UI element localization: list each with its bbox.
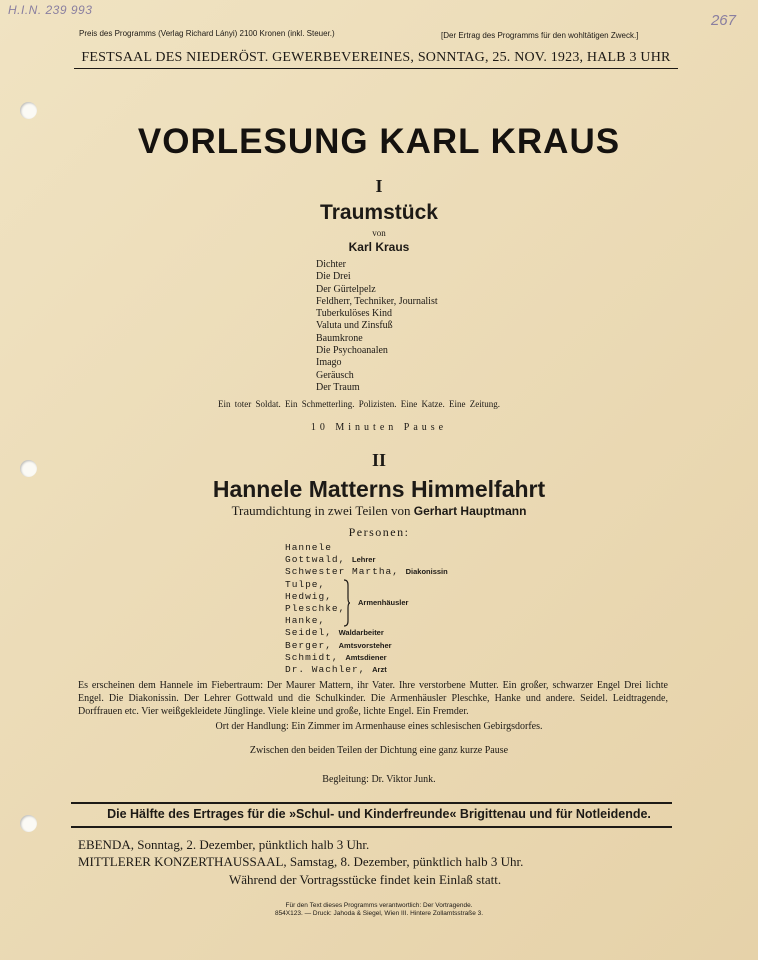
role-item: Tuberkulöses Kind bbox=[316, 308, 393, 320]
group-label: Armenhäusler bbox=[358, 598, 409, 607]
part-two-numeral: II bbox=[371, 450, 386, 470]
footer-responsibility: Für den Text dieses Programms verantwortlich: Der Vortragende. bbox=[285, 902, 473, 909]
cast-item: Schmidt, Amtsdiener bbox=[285, 651, 387, 663]
divider bbox=[71, 802, 672, 804]
cast-item: Schwester Martha, Diakonissin bbox=[285, 566, 448, 578]
apparitions-paragraph: Es erscheinen dem Hannele im Fiebertraum: Der Maurer Mattern, ihr Vater. Ihre verstorbene Mutter. Ein großer, schwarzer Engel Drei lichte Engel. Die Diakonissin. Der Lehrer Gottwald und die Schulkinder. Die Armenhäusler Pleschke, Hanke und andere. Seidel. Leidtragende, Dorffrauen etc. Vier weißgekleidete Jünglinge. Viele kleine und große, lichte Engel. Ein Fremder. bbox=[78, 680, 668, 717]
role-item: Feldherr, Techniker, Journalist bbox=[316, 295, 438, 307]
cast-item: Dr. Wachler, Arzt bbox=[285, 664, 387, 676]
part-one-title: Traumstück bbox=[320, 201, 438, 224]
accompaniment-line: Begleitung: Dr. Viktor Junk. bbox=[322, 774, 436, 785]
role-item: Baumkrone bbox=[316, 332, 363, 344]
cast-item: Pleschke, bbox=[285, 603, 346, 615]
role-item: Der Gürtelpelz bbox=[316, 283, 376, 295]
role-item: Geräusch bbox=[316, 369, 354, 381]
page-title: VORLESUNG KARL KRAUS bbox=[137, 122, 621, 161]
archive-mark: H.I.N. 239 993 bbox=[8, 3, 93, 17]
cast-item: Hannele bbox=[285, 542, 332, 553]
role-item: Valuta und Zinsfuß bbox=[316, 320, 393, 332]
upcoming-event: EBENDA, Sonntag, 2. Dezember, pünktlich halb 3 Uhr. bbox=[78, 837, 370, 852]
charity-note: [Der Ertrag des Programms für den wohltätigen Zweck.] bbox=[441, 31, 639, 40]
cast-item: Hedwig, bbox=[285, 590, 332, 602]
role-item: Die Drei bbox=[316, 271, 351, 283]
role-item: Dichter bbox=[316, 259, 346, 270]
setting-line: Ort der Handlung: Ein Zimmer im Armenhause eines schlesischen Gebirgsdorfes. bbox=[215, 721, 543, 732]
proceeds-banner: Die Hälfte des Ertrages für die »Schul- und Kinderfreunde« Brigittenau und für Notleidende. bbox=[107, 807, 651, 821]
part-one-author: Karl Kraus bbox=[348, 240, 410, 254]
extras-line: Ein toter Soldat. Ein Schmetterling. Polizisten. Eine Katze. Eine Zeitung. bbox=[218, 399, 500, 409]
cast-item: Berger, Amtsvorsteher bbox=[285, 639, 392, 651]
price-note: Preis des Programms (Verlag Richard Lányi) 2100 Kronen (inkl. Steuer.) bbox=[79, 29, 335, 38]
divider bbox=[71, 826, 672, 828]
folio-number: 267 bbox=[710, 12, 736, 29]
persons-heading: Personen: bbox=[348, 525, 410, 539]
intermission-note: 10 Minuten Pause bbox=[310, 422, 448, 433]
part-two-subtitle bbox=[0, 503, 758, 519]
footer-printer: 854X123. — Druck: Jahoda & Siegel, Wien III. Hintere Zollamtsstraße 3. bbox=[274, 910, 484, 917]
part-two-title: Hannele Matterns Himmelfahrt bbox=[212, 476, 546, 502]
part-one-by: von bbox=[372, 228, 386, 238]
role-item: Der Traum bbox=[316, 381, 360, 393]
no-entry-note: Während der Vortragsstücke findet kein Einlaß statt. bbox=[229, 872, 502, 887]
role-list bbox=[316, 259, 438, 394]
cast-list bbox=[285, 542, 448, 676]
venue-line: FESTSAAL DES NIEDERÖST. GEWERBEVEREINES, SONNTAG, 25. NOV. 1923, HALB 3 UHR bbox=[74, 50, 678, 69]
pause-note: Zwischen den beiden Teilen der Dichtung eine ganz kurze Pause bbox=[249, 745, 509, 756]
part-one-numeral: I bbox=[375, 176, 383, 196]
role-item: Die Psychoanalen bbox=[316, 345, 388, 357]
cast-item: Gottwald, Lehrer bbox=[285, 554, 376, 566]
cast-item: Hanke, bbox=[285, 615, 326, 627]
brace-icon bbox=[343, 579, 350, 627]
punch-hole bbox=[20, 102, 37, 119]
upcoming-event: MITTLERER KONZERTHAUSSAAL, Samstag, 8. Dezember, pünktlich halb 3 Uhr. bbox=[78, 854, 524, 869]
role-item: Imago bbox=[316, 357, 342, 369]
part-two-author: Gerhart Hauptmann bbox=[413, 504, 527, 518]
subtitle-prefix: Traumdichtung in zwei Teilen von bbox=[231, 503, 411, 518]
cast-item: Seidel, Waldarbeiter bbox=[285, 627, 384, 639]
cast-item: Tulpe, bbox=[285, 578, 326, 590]
